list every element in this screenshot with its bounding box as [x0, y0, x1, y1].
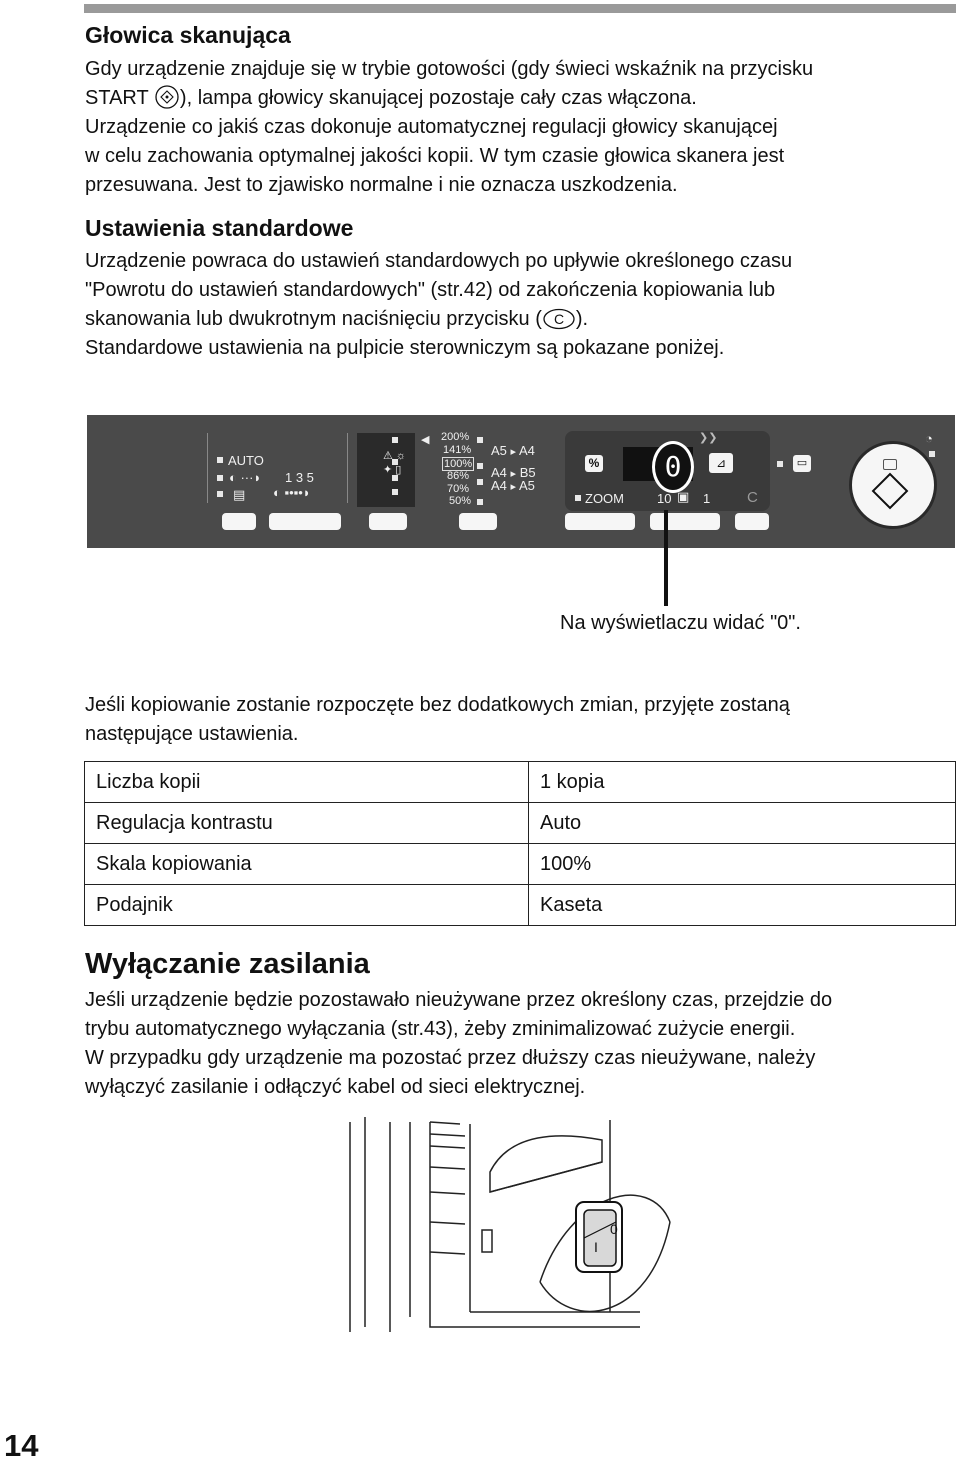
text-line: Standardowe ustawienia na pulpicie sterowniczym są pokazane poniżej. — [85, 337, 725, 359]
text-line: w celu zachowania optymalnej jakości kopii. W tym czasie głowica skanera jest — [85, 145, 785, 167]
table-row — [85, 762, 956, 803]
text-fragment: skanowania lub dwukrotnym naciśnięciu przycisku ( — [85, 308, 542, 330]
paper-size-a4-a5 — [491, 478, 535, 493]
page-number: 14 — [4, 1428, 39, 1463]
tray-arrow-icon: ◀ — [421, 434, 430, 446]
text-fragment: ). — [575, 308, 589, 330]
indicator-led — [477, 499, 483, 505]
panel-divider — [207, 433, 208, 503]
setting-label: Podajnik — [85, 885, 529, 926]
copy-stack-icon: ▣ — [677, 489, 690, 504]
tray-warning-icon: ⚠ ☼ — [383, 450, 406, 462]
ratio-select-key — [459, 513, 497, 530]
scan-key-icon: ⊿ — [709, 453, 733, 473]
start-key-icon — [154, 85, 180, 109]
paper-size-a5-a4 — [491, 443, 535, 458]
start-indicator-icon — [883, 459, 897, 470]
arrow-icon: ▸ — [510, 481, 517, 493]
text-line: Jeśli urządzenie będzie pozostawało nieużywane przez określony czas, przejdzie do — [85, 989, 833, 1011]
paper-size: A5 — [491, 443, 507, 458]
zoom-keys — [565, 513, 635, 530]
default-settings-table — [84, 761, 956, 926]
indicator-led — [392, 437, 398, 443]
percent-key: % — [585, 455, 603, 472]
text-line — [85, 84, 957, 113]
text-line: następujące ustawienia. — [85, 723, 299, 745]
text-line: Gdy urządzenie znajduje się w trybie gotowości (gdy świeci wskaźnik na przycisku — [85, 58, 814, 80]
text-line: Urządzenie co jakiś czas dokonuje automatycznej regulacji głowicy skanującej — [85, 116, 778, 138]
indicator-led — [929, 451, 935, 457]
arrow-icon: ▸ — [510, 446, 517, 458]
ratio-label: 200% — [441, 431, 470, 443]
setting-label: Regulacja kontrastu — [85, 803, 529, 844]
callout-leader-line — [664, 510, 668, 606]
switch-off-label: 0 — [610, 1221, 618, 1237]
copy-count-keys — [650, 513, 720, 530]
ratio-label: 86% — [447, 470, 470, 482]
heading-power-off: Wyłączanie zasilania — [85, 948, 370, 980]
text-line — [85, 305, 957, 334]
text-line: W przypadku gdy urządzenie ma pozostać przez dłuższy czas nieużywane, należy — [85, 1047, 816, 1069]
paragraph-default-settings — [85, 247, 957, 363]
text-line: wyłączyć zasilanie i odłączyć kabel od sieci elektrycznej. — [85, 1076, 586, 1098]
start-word: START — [85, 87, 149, 109]
copies-1-label: 1 — [703, 491, 711, 506]
paper-size: A4 — [491, 478, 507, 493]
indicator-led — [217, 491, 223, 497]
indicator-led — [777, 461, 783, 467]
paper-size: A4 — [491, 465, 507, 480]
indicator-led — [392, 489, 398, 495]
setting-value: Auto — [529, 803, 956, 844]
indicator-led — [575, 495, 581, 501]
setting-value: Kaseta — [529, 885, 956, 926]
table-row — [85, 885, 956, 926]
table-row — [85, 844, 956, 885]
text-line: "Powrotu do ustawień standardowych" (str.42) od zakończenia kopiowania lub — [85, 279, 776, 301]
arrow-icon: ▸ — [510, 468, 517, 480]
text-line: Jeśli kopiowanie zostanie rozpoczęte bez dodatkowych zmian, przyjęte zostaną — [85, 694, 790, 716]
contrast-keys — [269, 513, 341, 530]
ratio-label-selected: 100% — [444, 458, 473, 470]
paragraph-power-off — [85, 986, 957, 1102]
indicator-led — [477, 437, 483, 443]
setting-label: Skala kopiowania — [85, 844, 529, 885]
setting-value: 1 kopia — [529, 762, 956, 803]
clear-key-icon — [542, 308, 576, 330]
indicator-led — [217, 457, 223, 463]
paragraph-scanner-head — [85, 55, 957, 200]
paragraph-default-values — [85, 691, 957, 749]
print-mode-icon: ▭ — [793, 455, 811, 472]
ratio-label: 70% — [447, 483, 470, 495]
control-panel-illustration — [87, 415, 955, 548]
ratio-label: 50% — [449, 495, 472, 507]
text-line: Urządzenie powraca do ustawień standardowych po upływie określonego czasu — [85, 250, 793, 272]
heading-scanner-head: Głowica skanująca — [85, 22, 291, 48]
photo-mode-icon: ▤ — [233, 487, 246, 502]
clear-label: C — [747, 489, 758, 506]
heading-default-settings: Ustawienia standardowe — [85, 215, 354, 241]
table-row — [85, 803, 956, 844]
power-save-icon: ◔ — [925, 431, 933, 446]
text-line: trybu automatycznego wyłączania (str.43), żeby zminimalizować zużycie energii. — [85, 1018, 796, 1040]
display-digit: 0 — [652, 441, 694, 493]
clear-key-letter: C — [553, 311, 564, 327]
ratio-label: 141% — [443, 444, 472, 456]
paper-size: A4 — [518, 443, 535, 458]
indicator-led — [477, 463, 483, 469]
text-fragment: ), lampa głowicy skanującej pozostaje cały czas włączona. — [179, 87, 697, 109]
indicator-led — [217, 475, 223, 481]
zoom-label: ZOOM — [585, 491, 624, 506]
setting-label: Liczba kopii — [85, 762, 529, 803]
exposure-key — [222, 513, 256, 530]
tray-paper-icon: ✦ ▯ — [383, 464, 402, 476]
paper-size: A5 — [518, 478, 535, 493]
paper-size: B5 — [519, 465, 536, 480]
display-callout: Na wyświetlaczu widać "0". — [560, 612, 801, 634]
clear-key — [735, 513, 769, 530]
panel-divider — [347, 433, 348, 503]
indicator-led — [477, 479, 483, 485]
double-arrow-icon: ❯❯ — [699, 432, 718, 444]
setting-value: 100% — [529, 844, 956, 885]
copies-10-label: 10 — [657, 491, 672, 506]
contrast-level-bar-icon: ◐ ▪•▪•◗ — [273, 485, 311, 500]
tray-select-key — [369, 513, 407, 530]
contrast-scale-label: 1 3 5 — [285, 470, 314, 485]
contrast-light-dark-icon: ◐ ···◗ — [229, 470, 262, 485]
panel-auto-label: AUTO — [228, 453, 264, 468]
header-bar — [84, 4, 956, 13]
switch-on-label: I — [594, 1239, 598, 1255]
text-line: przesuwana. Jest to zjawisko normalne i nie oznacza uszkodzenia. — [85, 174, 678, 196]
power-switch-illustration — [340, 1112, 680, 1342]
